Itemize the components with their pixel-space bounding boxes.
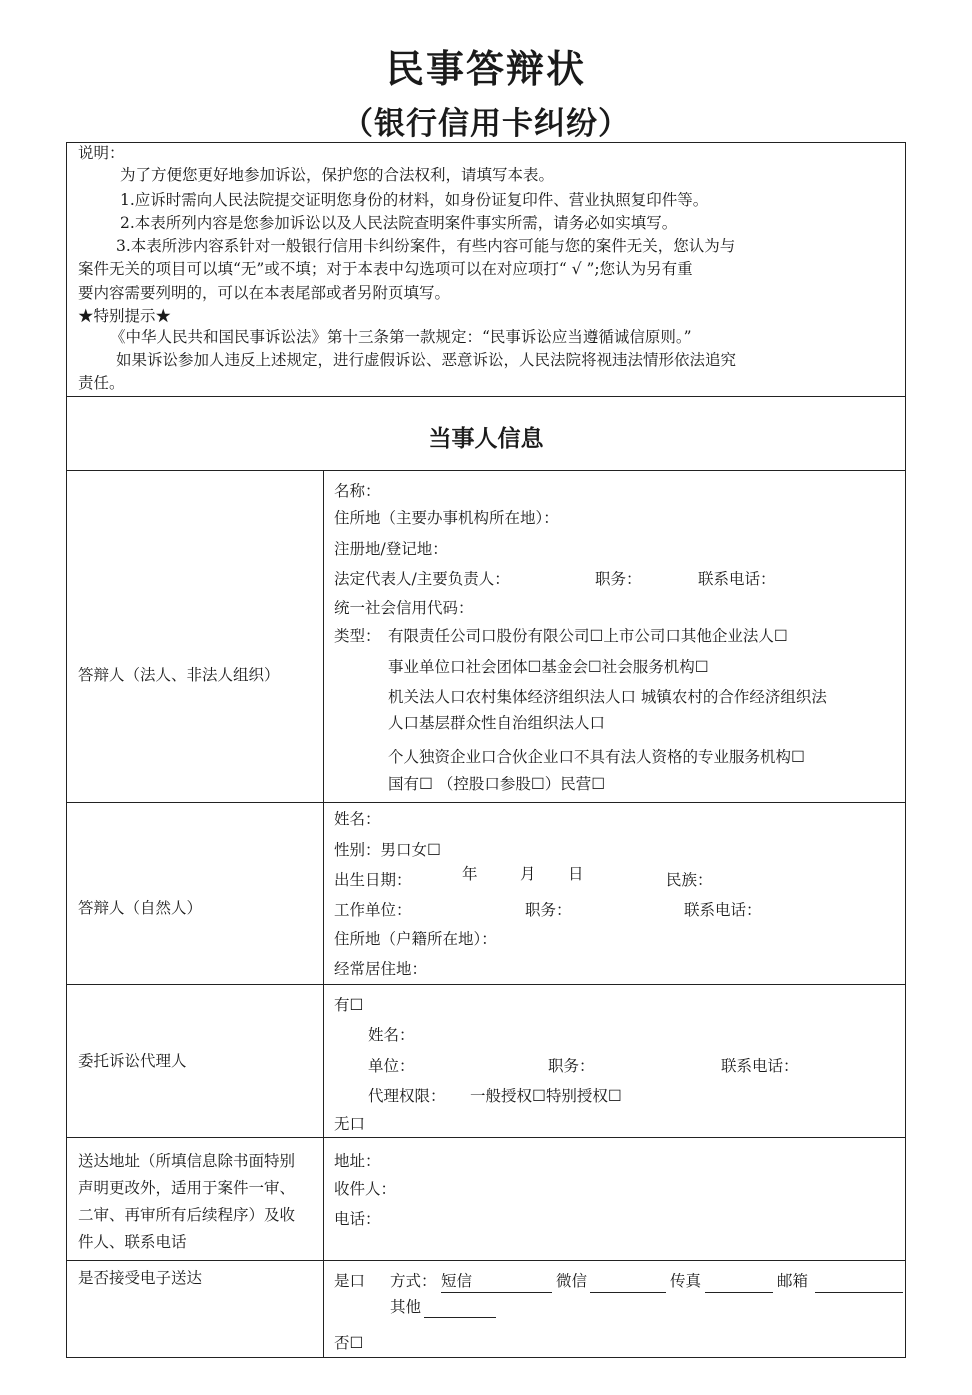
service-address-label: 件人、联系电话 bbox=[78, 1233, 187, 1251]
instruction-line: 为了方便您更好地参加诉讼，保护您的合法权利，请填写本表。 bbox=[120, 166, 555, 184]
instructions-heading: 说明： bbox=[78, 144, 125, 162]
column-divider bbox=[323, 470, 324, 1358]
legal-rep-phone-field[interactable]: 联系电话： bbox=[698, 570, 776, 588]
instruction-line: 案件无关的项目可以填“无”或不填；对于本表中勾选项可以在对应项打“ √ ”;您认为另有重 bbox=[78, 260, 693, 278]
wechat-option[interactable]: 微信 bbox=[556, 1272, 588, 1290]
document-subtitle: （银行信用卡纠纷） bbox=[342, 106, 630, 142]
employer-field[interactable]: 工作单位： bbox=[334, 901, 412, 919]
service-address-field[interactable]: 地址： bbox=[334, 1152, 381, 1170]
birth-month-label: 月 bbox=[520, 865, 536, 883]
person-name-field[interactable]: 姓名： bbox=[334, 810, 381, 828]
company-name-field[interactable]: 名称： bbox=[334, 482, 381, 500]
row-divider bbox=[66, 984, 906, 985]
service-address-label: 声明更改外，适用于案件一审、 bbox=[78, 1179, 296, 1197]
entity-type-options[interactable]: 个人独资企业口合伙企业口不具有法人资格的专业服务机构☐ bbox=[388, 748, 805, 766]
fax-option[interactable]: 传真 bbox=[670, 1272, 702, 1290]
registered-place-field[interactable]: 注册地/登记地： bbox=[334, 540, 448, 558]
row-divider bbox=[66, 470, 906, 471]
entity-type-options[interactable]: 机关法人口农村集体经济组织法人口 城镇农村的合作经济组织法 bbox=[388, 688, 827, 706]
agent-yes-checkbox[interactable]: 有☐ bbox=[334, 996, 364, 1014]
instruction-line: 2.本表所列内容是您参加诉讼以及人民法院查明案件事实所需，请务必如实填写。 bbox=[120, 214, 678, 232]
residence-field[interactable]: 经常居住地： bbox=[334, 960, 428, 978]
email-blank[interactable] bbox=[815, 1292, 903, 1293]
document-title: 民事答辩状 bbox=[385, 47, 586, 91]
service-phone-field[interactable]: 电话： bbox=[334, 1210, 381, 1228]
natural-person-label: 答辩人（自然人） bbox=[78, 899, 203, 917]
email-option[interactable]: 邮箱 bbox=[777, 1272, 809, 1290]
electronic-yes-checkbox[interactable]: 是口 bbox=[334, 1272, 366, 1290]
instruction-line: 要内容需要列明的，可以在本表尾部或者另附页填写。 bbox=[78, 284, 451, 302]
domicile-field[interactable]: 住所地（户籍所在地）： bbox=[334, 930, 497, 948]
entity-type-options[interactable]: 有限责任公司口股份有限公司☐上市公司口其他企业法人☐ bbox=[388, 627, 788, 645]
row-divider bbox=[66, 1260, 906, 1261]
agent-label: 委托诉讼代理人 bbox=[78, 1052, 187, 1070]
row-divider bbox=[66, 802, 906, 803]
other-blank[interactable] bbox=[424, 1317, 496, 1318]
service-recipient-field[interactable]: 收件人： bbox=[334, 1180, 397, 1198]
instruction-line: 3.本表所涉内容系针对一般银行信用卡纠纷案件，有些内容可能与您的案件无关，您认为与 bbox=[116, 237, 736, 255]
entity-type-options[interactable]: 事业单位口社会团体☐基金会☐社会服务机构☐ bbox=[388, 658, 709, 676]
other-option[interactable]: 其他 bbox=[390, 1298, 422, 1316]
person-phone-field[interactable]: 联系电话： bbox=[684, 901, 762, 919]
service-address-label: 送达地址（所填信息除书面特别 bbox=[78, 1152, 296, 1170]
company-address-field[interactable]: 住所地（主要办事机构所在地）： bbox=[334, 509, 559, 527]
birth-date-field[interactable]: 出生日期： bbox=[334, 871, 412, 889]
wechat-blank[interactable] bbox=[590, 1292, 666, 1293]
row-divider bbox=[66, 396, 906, 397]
service-address-label: 二审、再审所有后续程序）及收 bbox=[78, 1206, 296, 1224]
entity-type-label: 类型： bbox=[334, 627, 381, 645]
entity-type-options[interactable]: 国有☐ （控股口参股☐）民营☐ bbox=[388, 775, 606, 793]
legal-rep-position-field[interactable]: 职务： bbox=[595, 570, 642, 588]
sms-option[interactable]: 短信 bbox=[441, 1272, 473, 1290]
legal-person-label: 答辩人（法人、非法人组织） bbox=[78, 666, 280, 684]
agent-authority-options[interactable]: 一般授权☐特别授权☐ bbox=[470, 1087, 622, 1105]
gender-options[interactable]: 性别：男口女☐ bbox=[334, 841, 441, 859]
fax-blank[interactable] bbox=[705, 1292, 773, 1293]
method-label: 方式： bbox=[390, 1272, 437, 1290]
special-notice-line: 《中华人民共和国民事诉讼法》第十三条第一款规定：“民事诉讼应当遵循诚信原则。” bbox=[110, 328, 692, 346]
electronic-service-label: 是否接受电子送达 bbox=[78, 1269, 203, 1287]
ethnicity-field[interactable]: 民族： bbox=[666, 871, 713, 889]
instruction-line: 1.应诉时需向人民法院提交证明您身份的材料，如身份证复印件、营业执照复印件等。 bbox=[120, 191, 709, 209]
agent-authority-label: 代理权限： bbox=[368, 1087, 446, 1105]
section-title: 当事人信息 bbox=[428, 426, 544, 452]
agent-no-checkbox[interactable]: 无口 bbox=[334, 1115, 366, 1133]
special-notice-line: 如果诉讼参加人违反上述规定，进行虚假诉讼、恶意诉讼，人民法院将视违法情形依法追究 bbox=[116, 351, 737, 369]
agent-phone-field[interactable]: 联系电话： bbox=[721, 1057, 799, 1075]
agent-position-field[interactable]: 职务： bbox=[548, 1057, 595, 1075]
birth-day-label: 日 bbox=[568, 865, 584, 883]
legal-rep-field[interactable]: 法定代表人/主要负责人： bbox=[334, 570, 510, 588]
electronic-no-checkbox[interactable]: 否☐ bbox=[334, 1334, 364, 1352]
sms-blank[interactable] bbox=[441, 1292, 552, 1293]
special-notice-line: 责任。 bbox=[78, 374, 125, 392]
agent-name-field[interactable]: 姓名： bbox=[368, 1026, 415, 1044]
agent-unit-field[interactable]: 单位： bbox=[368, 1057, 415, 1075]
special-notice-heading: ★特别提示★ bbox=[78, 307, 172, 325]
credit-code-field[interactable]: 统一社会信用代码： bbox=[334, 599, 474, 617]
entity-type-options[interactable]: 人口基层群众性自治组织法人口 bbox=[388, 714, 606, 732]
person-position-field[interactable]: 职务： bbox=[525, 901, 572, 919]
row-divider bbox=[66, 1137, 906, 1138]
birth-year-label: 年 bbox=[462, 865, 478, 883]
